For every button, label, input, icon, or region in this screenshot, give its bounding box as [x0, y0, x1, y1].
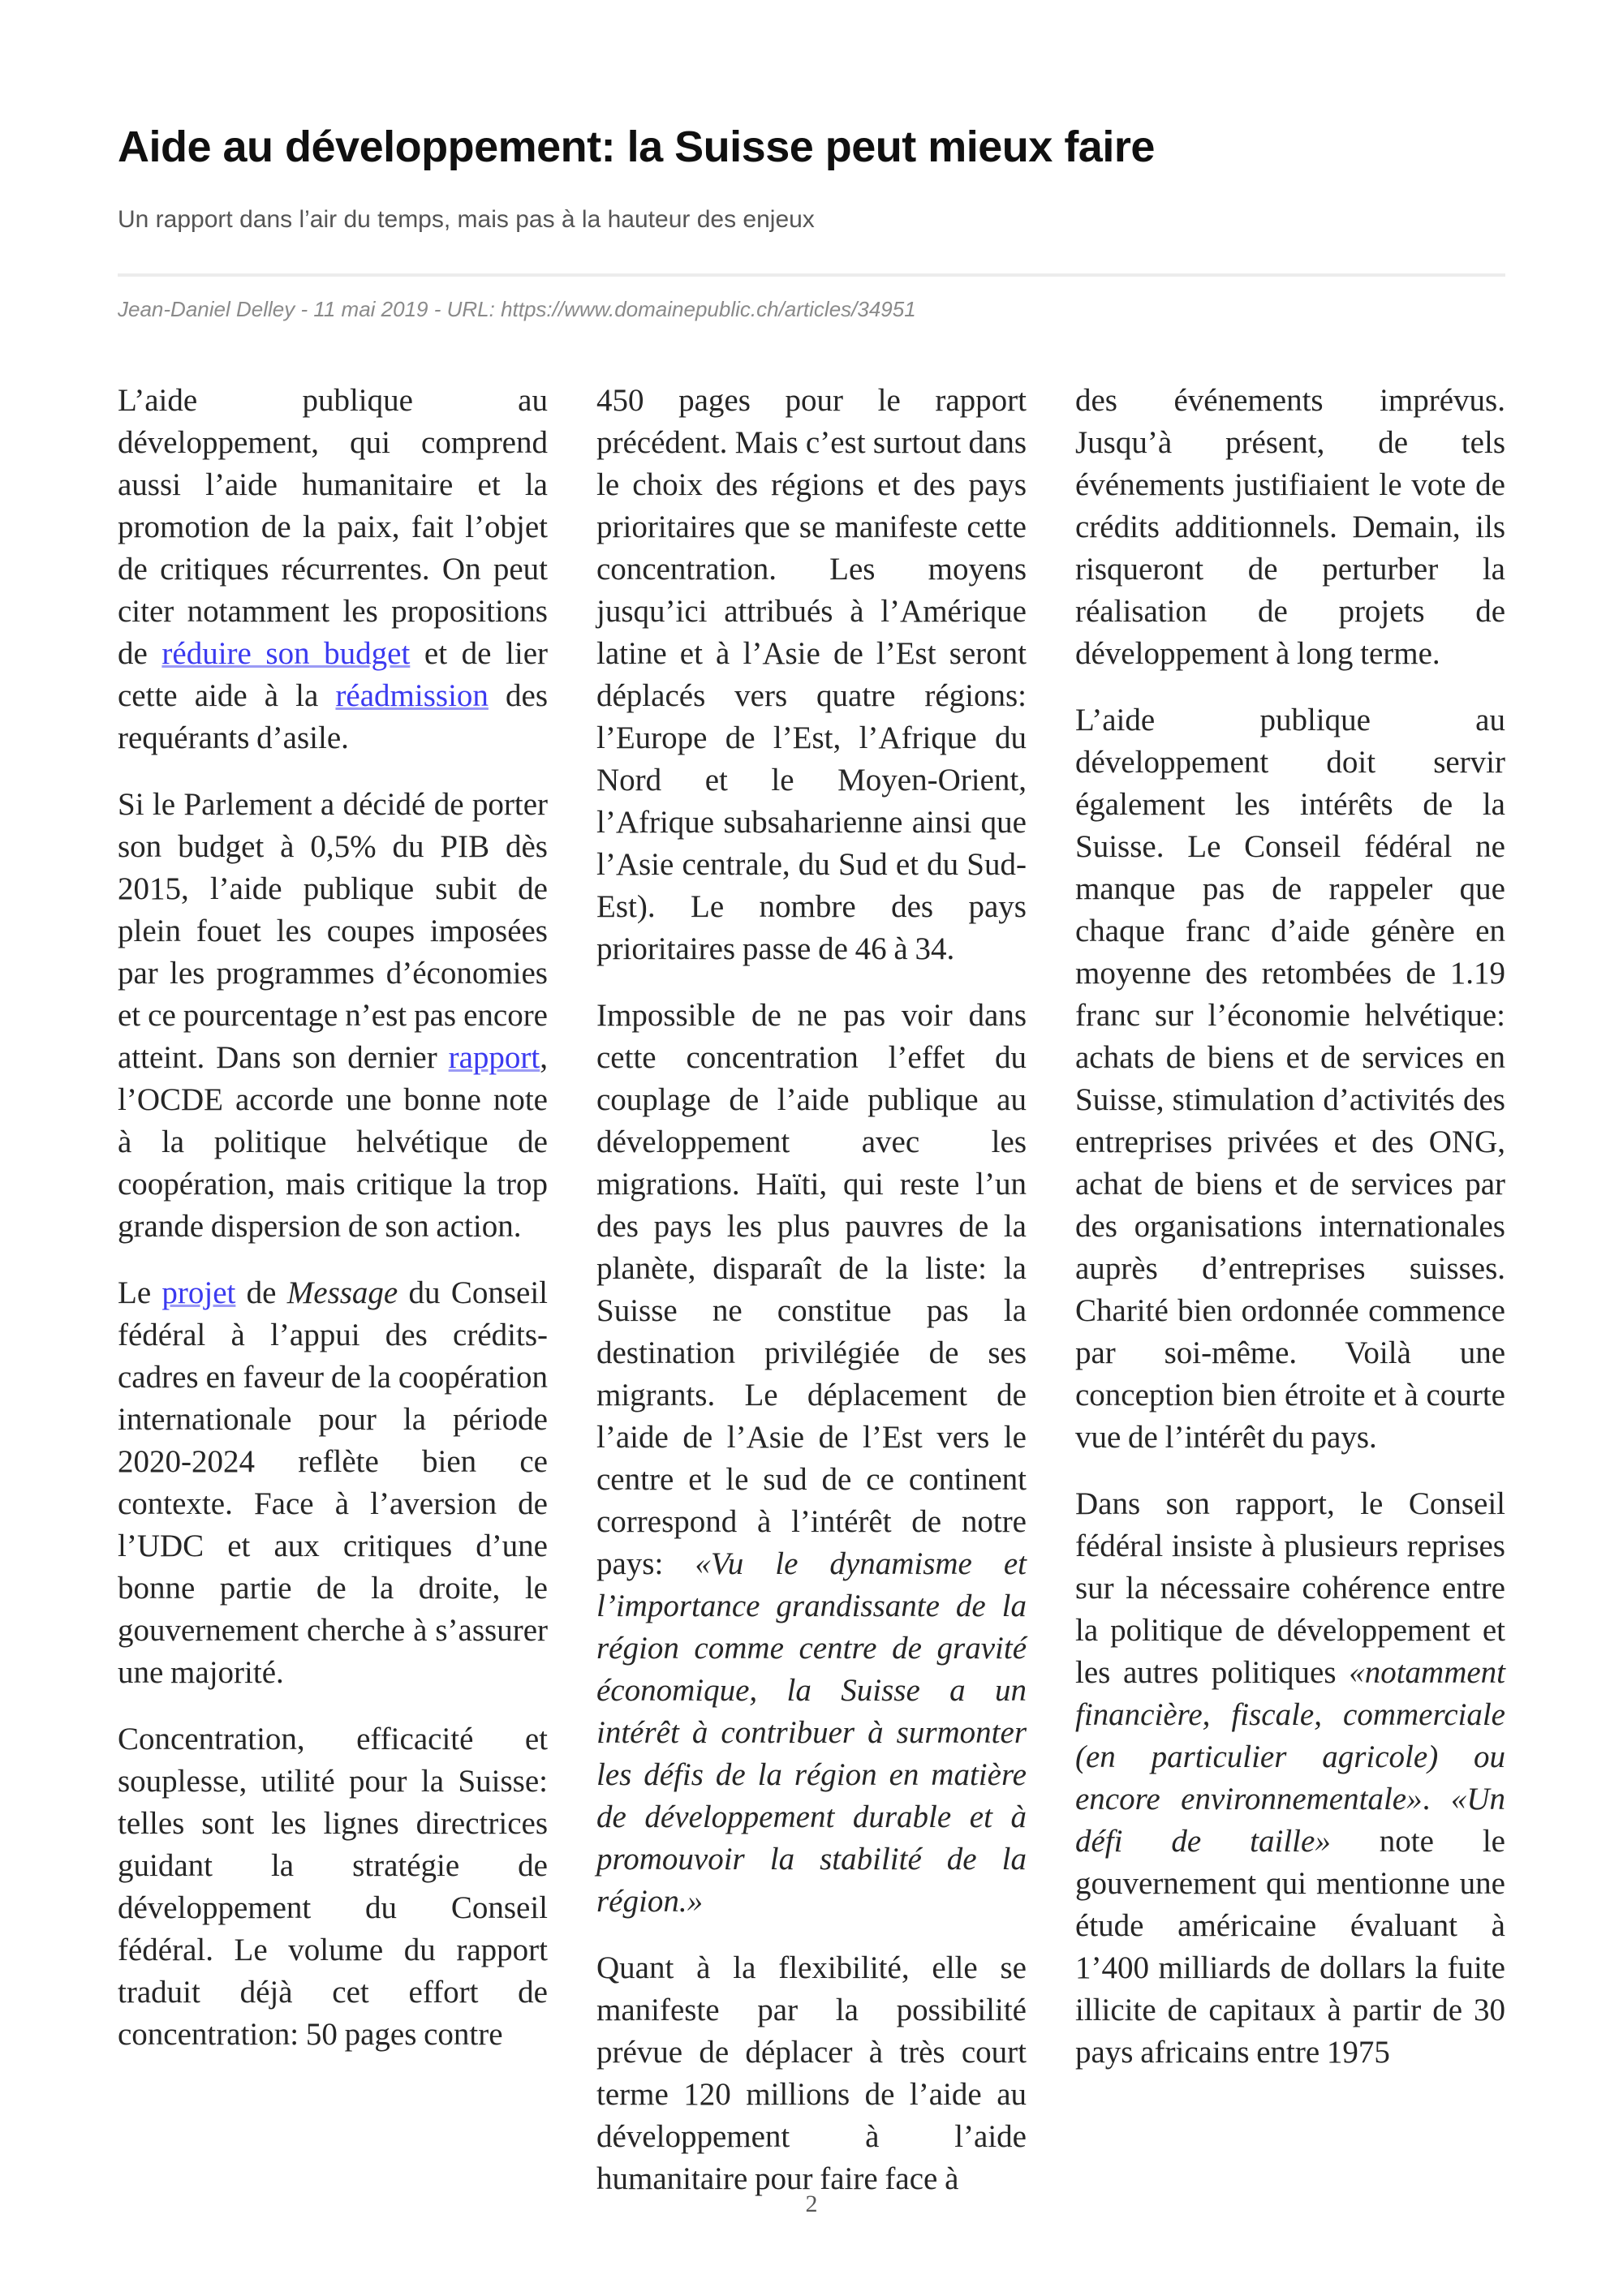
text-run: note le gouvernement qui mentionne une étude américaine évaluant à 1’400 milliards de dollars la fuite illicite de capitaux à partir de 30 pays africains entre 1975	[1075, 1824, 1505, 2070]
text-run: Impossible de ne pas voir dans cette concentration l’effet du couplage de l’aide publique au développement avec les migrations. Haïti, qui reste l’un des pays les plus pauvres de la planète, disparaît de la liste: la Suisse ne constitue pas la destination privilégiée de ses migrants. Le déplacement de l’aide de l’Asie de l’Est vers le centre et le sud de ce continent correspond à l’intérêt de notre pays:	[596, 998, 1027, 1581]
paragraph	[118, 784, 548, 1248]
page-number: 2	[805, 2191, 818, 2217]
paragraph	[596, 380, 1027, 970]
paragraph	[1075, 380, 1505, 675]
text-run: du Conseil fédéral à l’appui des crédits-cadres en faveur de la coopération internationale pour la période 2020-2024 reflète bien ce contexte. Face à l’aversion de l’UDC et aux critiques d’une bonne partie de la droite, le gouvernement cherche à s’assurer une majorité.	[118, 1275, 548, 1690]
inline-link[interactable]: rapport	[448, 1040, 540, 1075]
text-run: L’aide publique au développement, qui comprend aussi l’aide humanitaire et la promotion de la paix, fait l’objet de critiques récurrentes. On peut citer notamment les propositions de	[118, 383, 548, 671]
article-columns	[118, 380, 1505, 2200]
text-run: L’aide publique au développement doit servir également les intérêts de la Suisse. Le Conseil fédéral ne manque pas de rappeler que chaque franc d’aide génère en moyenne des retombées de 1.19 franc sur l’économie helvétique: achats de biens et de services en Suisse, stimulation d’activités des entreprises privées et des ONG, achat de biens et de services par des organisations internationales auprès d’entreprises suisses. Charité bien ordonnée commence par soi-même. Voilà une conception bien étroite et à courte vue de l’intérêt du pays.	[1075, 703, 1505, 1455]
text-run: Concentration, efficacité et souplesse, utilité pour la Suisse: telles sont les lignes directrices guidant la stratégie de développement du Conseil fédéral. Le volume du rapport traduit déjà cet effort de concentration: 50 pages contre	[118, 1722, 548, 2052]
byline: Jean-Daniel Delley - 11 mai 2019 - URL: https://www.domainepublic.ch/articles/34951	[118, 297, 916, 321]
page-title: Aide au développement: la Suisse peut mieux faire	[118, 123, 1155, 171]
text-run: de	[235, 1275, 287, 1310]
text-run: Le	[118, 1275, 162, 1310]
text-run: des requérants d’asile.	[118, 678, 548, 755]
text-run: 450 pages pour le rapport précédent. Mais c’est surtout dans le choix des régions et des pays prioritaires que se manifeste cette concentration. Les moyens jusqu’ici attribués à l’Amérique latine et à l’Asie de l’Est seront déplacés vers quatre régions: l’Europe de l’Est, l’Afrique du Nord et le Moyen-Orient, l’Afrique subsaharienne ainsi que l’Asie centrale, du Sud et du Sud-Est). Le nombre des pays prioritaires passe de 46 à 34.	[596, 383, 1027, 966]
text-run: Dans son rapport, le Conseil fédéral insiste à plusieurs reprises sur la nécessaire cohérence entre la politique de développement et les autres politiques	[1075, 1486, 1505, 1690]
article-column-2	[596, 380, 1027, 2200]
header-divider	[118, 273, 1505, 277]
paragraph	[118, 1718, 548, 2056]
paragraph	[596, 995, 1027, 1923]
page-subtitle: Un rapport dans l’air du temps, mais pas à la hauteur des enjeux	[118, 206, 815, 233]
paragraph	[118, 1272, 548, 1694]
text-run: .	[1422, 1782, 1451, 1817]
italic-run: Message	[286, 1275, 398, 1310]
italic-run: «Vu le dynamisme et l’importance grandissante de la région comme centre de gravité économique, la Suisse a un intérêt à contribuer à surmonter les défis de la région en matière de développement durable et à promouvoir la stabilité de la région.»	[596, 1546, 1027, 1919]
inline-link[interactable]: réadmission	[335, 678, 489, 713]
paragraph	[1075, 1483, 1505, 2074]
paragraph	[596, 1947, 1027, 2200]
article-column-1	[118, 380, 548, 2200]
article-column-3	[1075, 380, 1505, 2200]
inline-link[interactable]: projet	[161, 1275, 236, 1310]
paragraph	[1075, 699, 1505, 1459]
text-run: Si le Parlement a décidé de porter son budget à 0,5% du PIB dès 2015, l’aide publique subit de plein fouet les coupes imposées par les programmes d’économies et ce pourcentage n’est pas encore atteint. Dans son dernier	[118, 787, 548, 1075]
text-run: des événements imprévus. Jusqu’à présent, de tels événements justifiaient le vote de crédits additionnels. Demain, ils risqueront de perturber la réalisation de projets de développement à long terme.	[1075, 383, 1505, 671]
italic-run: «Un défi de taille»	[1075, 1782, 1505, 1859]
paragraph	[118, 380, 548, 759]
text-run: , l’OCDE accorde une bonne note à la politique helvétique de coopération, mais critique la trop grande dispersion de son action.	[118, 1040, 548, 1244]
inline-link[interactable]: réduire son budget	[161, 636, 411, 671]
text-run: et de lier cette aide à la	[118, 636, 548, 713]
italic-run: «notamment financière, fiscale, commerciale (en particulier agricole) ou encore environnementale»	[1075, 1655, 1505, 1817]
text-run: Quant à la flexibilité, elle se manifeste par la possibilité prévue de déplacer à très court terme 120 millions de l’aide au développement à l’aide humanitaire pour faire face à	[596, 1950, 1027, 2196]
